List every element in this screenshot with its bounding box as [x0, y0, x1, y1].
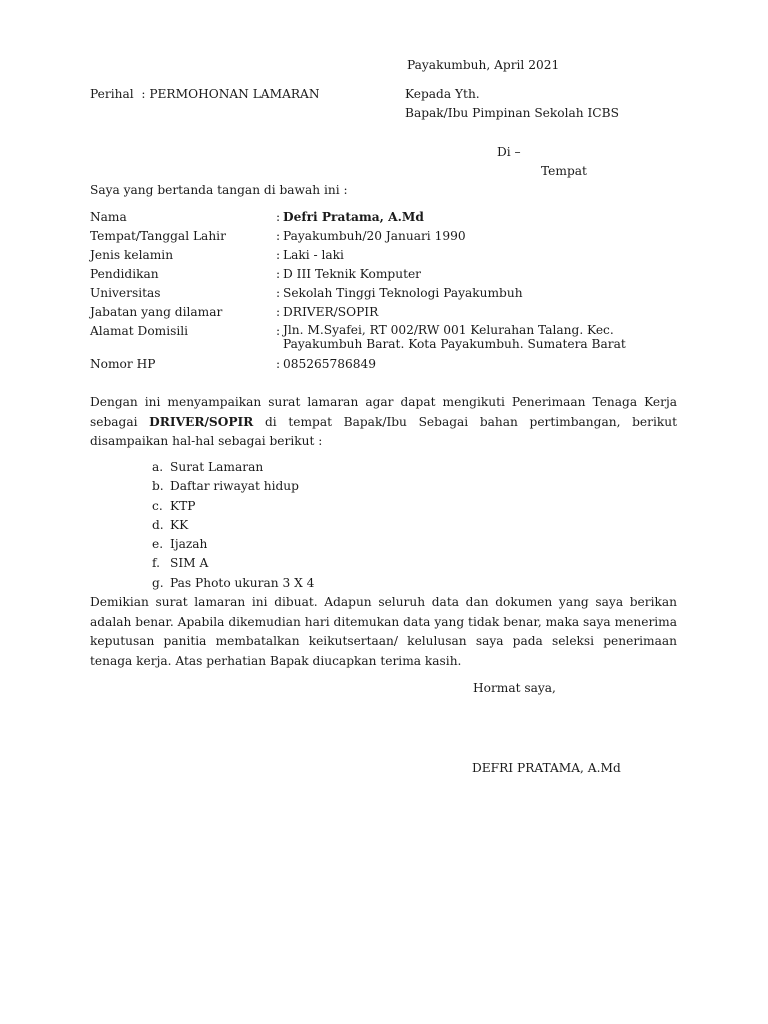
paragraph-1-part-1: Dengan ini menyampaikan surat lamaran agar dapat mengikuti Penerimaan Tenaga Kerja sebagai: [90, 395, 677, 429]
recipient-line-1: Kepada Yth.: [405, 87, 480, 101]
list-marker: a.: [152, 460, 164, 474]
info-value: DRIVER/SOPIR: [283, 305, 379, 319]
info-label: Tempat/Tanggal Lahir: [90, 229, 226, 243]
info-colon: :: [276, 324, 281, 338]
list-marker: c.: [152, 498, 163, 513]
recipient-line-4: Tempat: [541, 164, 587, 178]
list-text: Ijazah: [170, 537, 208, 552]
info-row-nama: [90, 209, 690, 228]
list-text: Pas Photo ukuran 3 X 4: [170, 575, 315, 590]
signature-name: DEFRI PRATAMA, A.Md: [472, 761, 621, 775]
list-text: KK: [170, 517, 189, 532]
list-text: Surat Lamaran: [170, 460, 264, 474]
info-row-education: [90, 266, 690, 285]
place-date: Payakumbuh, April 2021: [407, 58, 560, 72]
recipient-line-2: Bapak/Ibu Pimpinan Sekolah ICBS: [405, 106, 619, 120]
info-colon: :: [276, 267, 281, 281]
info-value: Jln. M.Syafei, RT 002/RW 001 Kelurahan Talang. Kec. Payakumbuh Barat. Kota Payakumbuh. Sumatera Barat: [283, 323, 626, 351]
info-label: Jabatan yang dilamar: [90, 305, 223, 319]
info-label: Pendidikan: [90, 267, 159, 281]
info-colon: :: [276, 305, 281, 319]
info-value: 085265786849: [283, 357, 377, 371]
info-colon: :: [276, 357, 281, 371]
list-text: Daftar riwayat hidup: [170, 479, 299, 494]
list-marker: d.: [152, 517, 164, 532]
info-value: Laki - laki: [283, 248, 344, 262]
info-value: Sekolah Tinggi Teknologi Payakumbuh: [283, 286, 523, 300]
list-marker: e.: [152, 537, 164, 552]
list-marker: f.: [152, 556, 160, 571]
list-text: KTP: [170, 498, 196, 513]
info-value: Defri Pratama, A.Md: [283, 210, 424, 224]
info-row-position: [90, 304, 690, 323]
info-colon: :: [276, 286, 281, 300]
list-text: SIM A: [170, 556, 209, 571]
info-row-university: [90, 285, 690, 304]
recipient-line-3: Di –: [497, 145, 521, 159]
info-label: Jenis kelamin: [90, 248, 174, 262]
info-colon: :: [276, 229, 281, 243]
info-label: Nomor HP: [90, 357, 156, 371]
info-row-address: [90, 323, 690, 356]
list-marker: g.: [152, 575, 164, 590]
info-colon: :: [276, 248, 281, 262]
subject-value: : PERMOHONAN LAMARAN: [141, 87, 320, 101]
applicant-info-table: [90, 209, 690, 375]
info-value: Payakumbuh/20 Januari 1990: [283, 229, 466, 243]
info-label: Universitas: [90, 286, 161, 300]
body-paragraph-1: [90, 393, 677, 452]
info-row-gender: [90, 247, 690, 266]
body-paragraph-2: Demikian surat lamaran ini dibuat. Adapun seluruh data dan dokumen yang saya berikan adalah benar. Apabila dikemudian hari ditemukan data yang tidak benar, maka saya menerima keputusan panitia membatalkan keikutsertaan/ kelulusan saya pada seleksi penerimaan tenaga kerja. Atas perhatian Bapak diucapkan terima kasih.: [90, 595, 677, 668]
closing-text: Hormat saya,: [473, 681, 556, 695]
list-marker: b.: [152, 479, 164, 494]
subject-label: Perihal: [90, 87, 134, 101]
intro-text: Saya yang bertanda tangan di bawah ini :: [90, 183, 348, 197]
info-label: Nama: [90, 210, 127, 224]
paragraph-1-part-2: di tempat Bapak/Ibu Sebagai bahan pertimbangan, berikut disampaikan hal-hal sebagai berikut :: [90, 414, 677, 448]
subject-line: [90, 86, 320, 102]
info-label: Alamat Domisili: [90, 324, 189, 338]
info-row-phone: [90, 356, 690, 375]
info-row-ttl: [90, 228, 690, 247]
info-value: D III Teknik Komputer: [283, 267, 422, 281]
info-colon: :: [276, 210, 281, 224]
paragraph-1-position: DRIVER/SOPIR: [149, 414, 254, 429]
